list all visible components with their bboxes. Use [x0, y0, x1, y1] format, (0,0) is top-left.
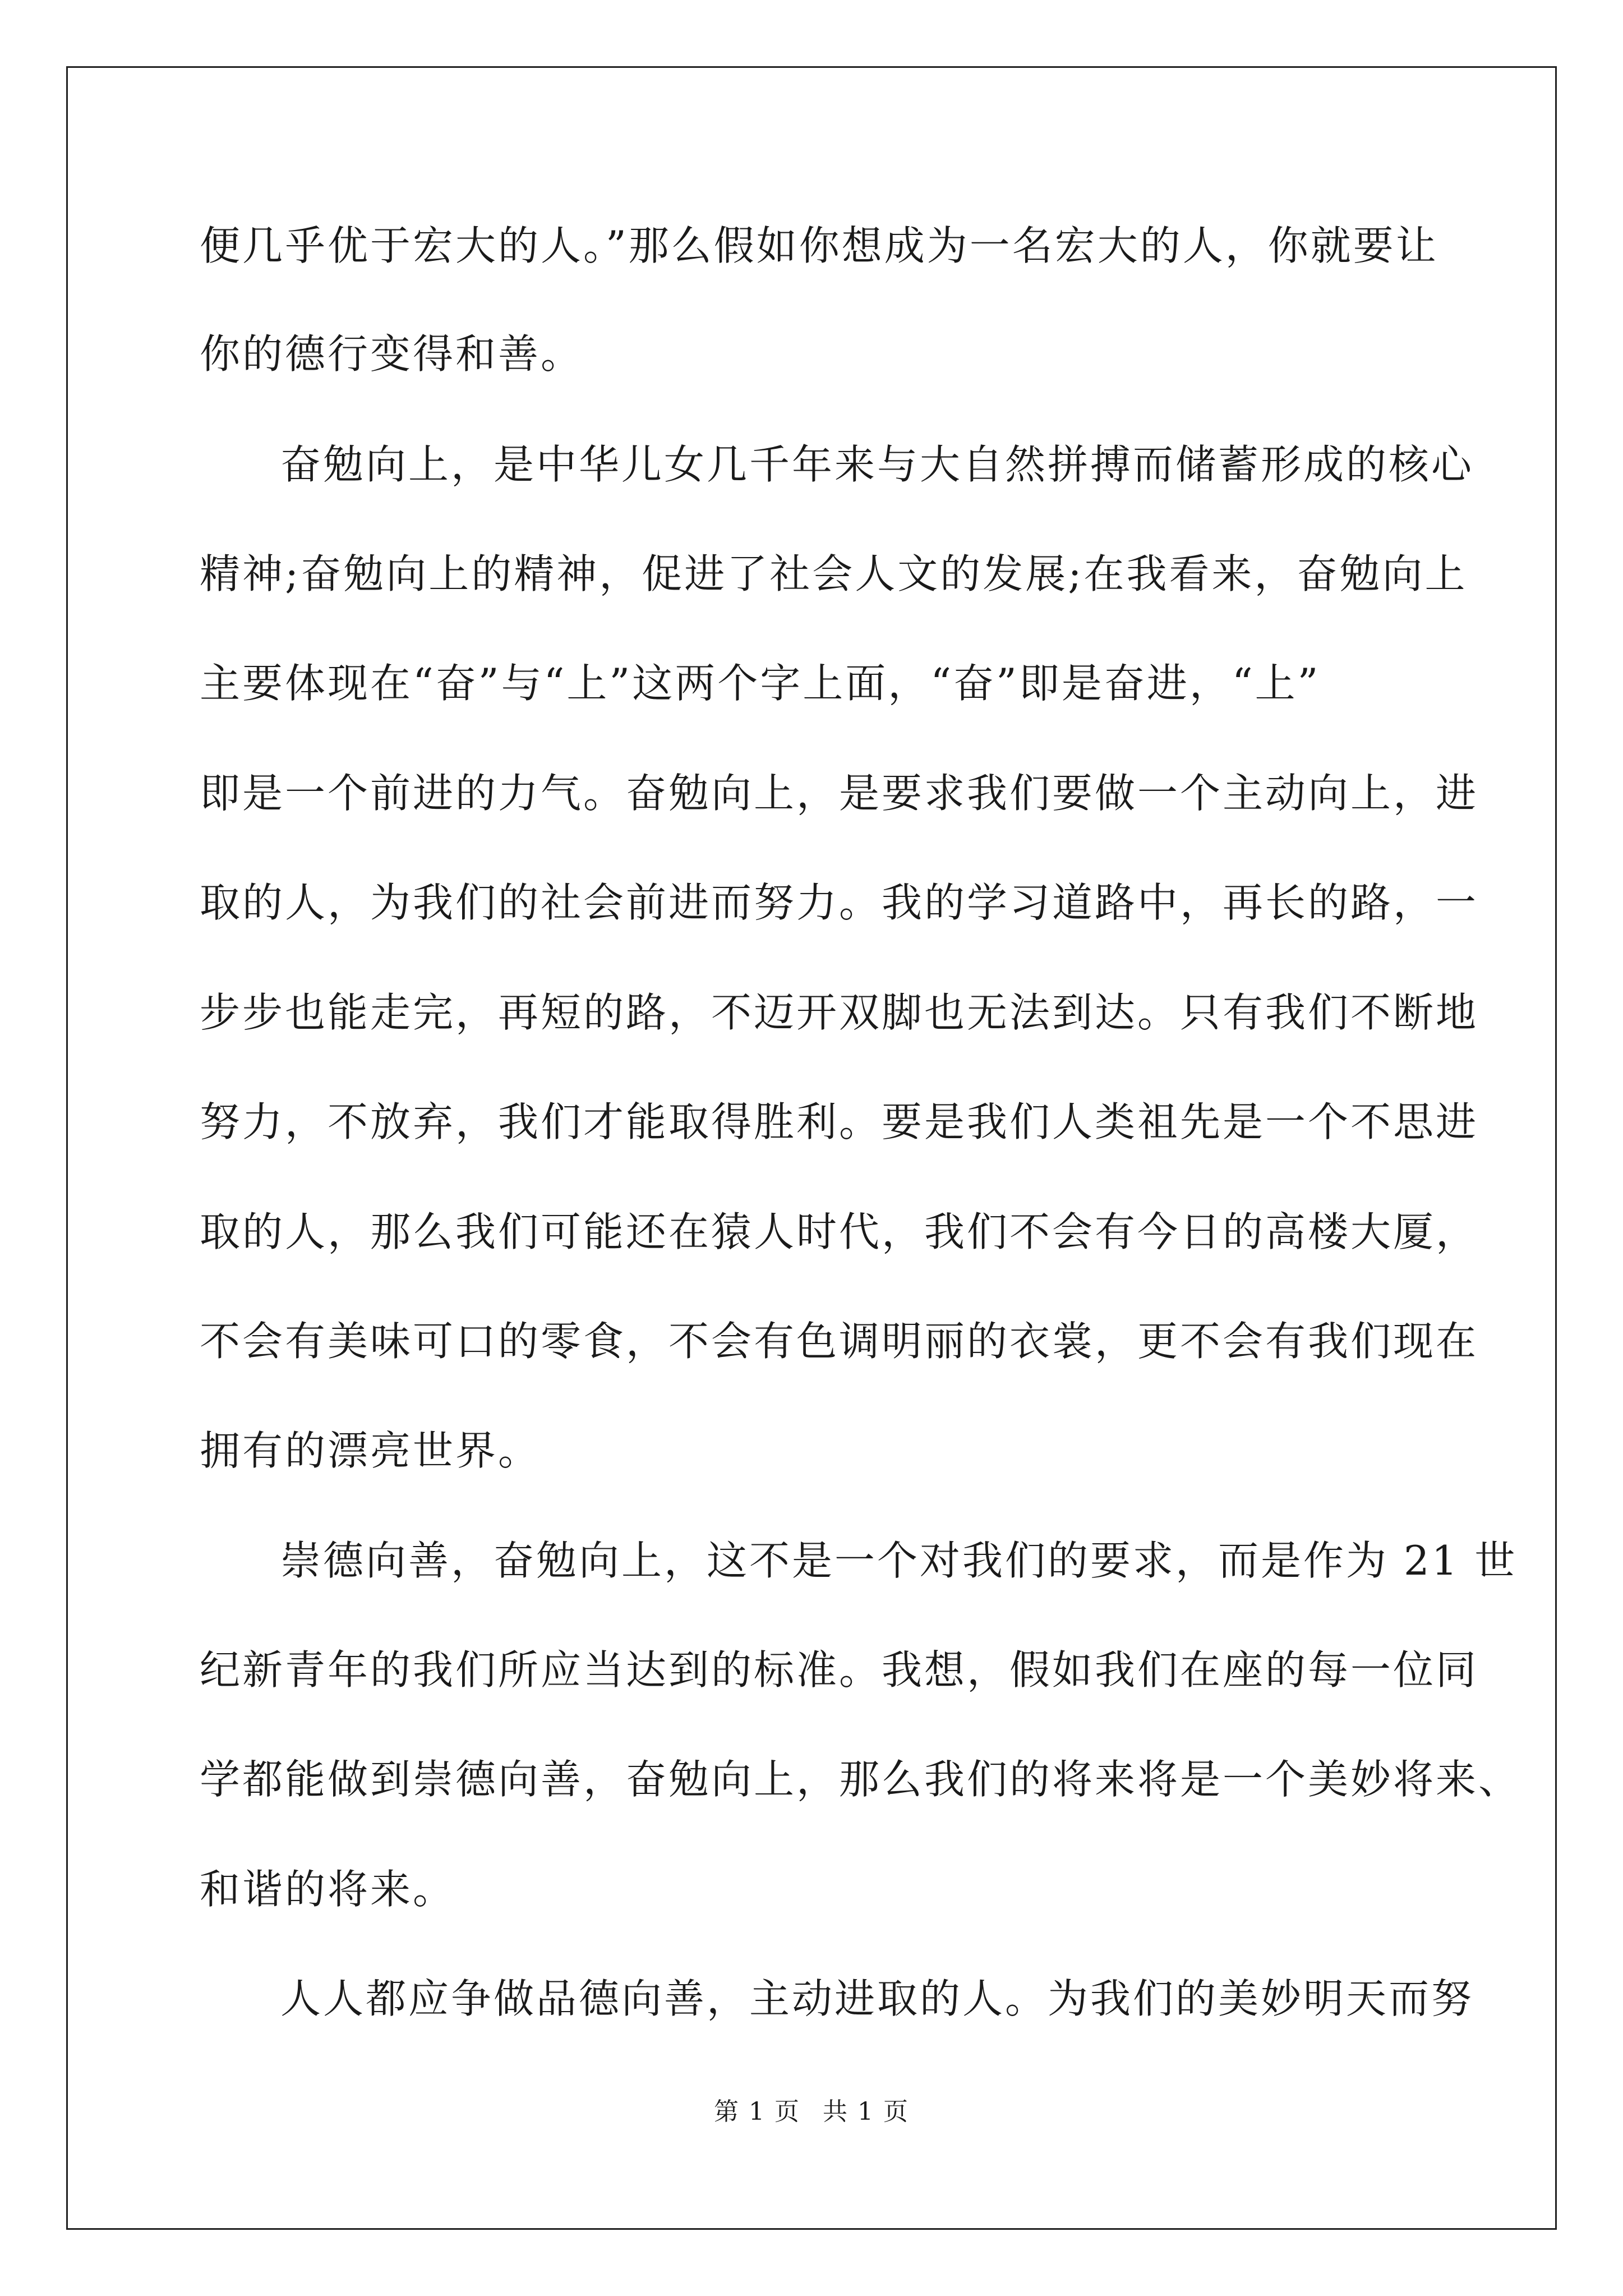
text-line: 不会有美味可口的零食，不会有色调明丽的衣裳，更不会有我们现在 [200, 1318, 1479, 1365]
text-line: 取的人，那么我们可能还在猿人时代，我们不会有今日的高楼大厦， [200, 1208, 1479, 1255]
text-line: 便几乎优于宏大的人。”那么假如你想成为一名宏大的人，你就要让 [200, 222, 1438, 269]
text-line: 努力，不放弃，我们才能取得胜利。要是我们人类祖先是一个不思进 [200, 1098, 1479, 1145]
text-line: 主要体现在“奋”与“上”这两个字上面，“奋”即是奋进，“上” [200, 660, 1321, 707]
page-number: 第 1 页 [714, 2097, 800, 2126]
page-footer [0, 2095, 1623, 2129]
text-line: 纪新青年的我们所应当达到的标准。我想，假如我们在座的每一位同 [200, 1646, 1479, 1694]
page-total: 共 1 页 [823, 2097, 909, 2126]
text-line: 步步也能走完，再短的路，不迈开双脚也无法到达。只有我们不断地 [200, 989, 1479, 1036]
text-line: 拥有的漂亮世界。 [200, 1427, 541, 1474]
text-line: 和谐的将来。 [200, 1866, 456, 1913]
text-line: 你的德行变得和善。 [200, 330, 584, 378]
text-line: 取的人，为我们的社会前进而努力。我的学习道路中，再长的路，一 [200, 879, 1479, 926]
text-line: 人人都应争做品德向善，主动进取的人。为我们的美妙明天而努 [280, 1975, 1474, 2022]
text-line: 精神;奋勉向上的精神，促进了社会人文的发展;在我看来，奋勉向上 [200, 550, 1468, 597]
text-line: 即是一个前进的力气。奋勉向上，是要求我们要做一个主动向上，进 [200, 770, 1479, 817]
text-line: 学都能做到崇德向善，奋勉向上，那么我们的将来将是一个美妙将来、 [200, 1756, 1521, 1803]
text-line: 崇德向善，奋勉向上，这不是一个对我们的要求，而是作为 21 世 [280, 1537, 1518, 1584]
text-line: 奋勉向上，是中华儿女几千年来与大自然拼搏而储蓄形成的核心 [280, 441, 1474, 488]
